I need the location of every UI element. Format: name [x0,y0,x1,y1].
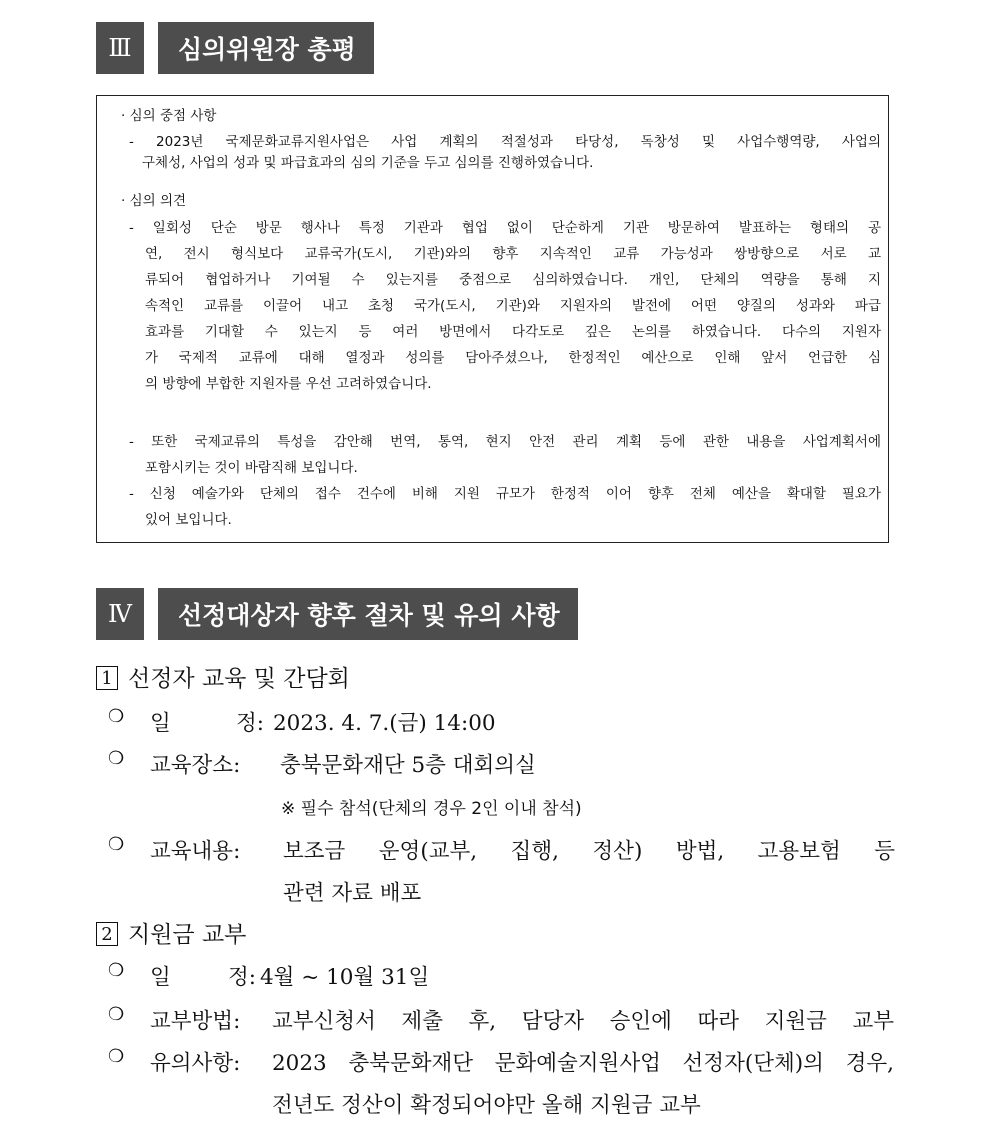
review-summary-box [96,95,889,543]
opinion-line: - 신청 예술가와 단체의 접수 건수에 비해 지원 규모가 한정적 이어 향후 전체 예산을 확대할 필요가 [129,486,881,502]
focus-item-line: - 2023년 국제문화교류지원사업은 사업 계획의 적절성과 타당성, 독창성 및 사업수행역량, 사업의 [129,134,881,150]
method-label: 교부방법: [150,1009,241,1034]
education-place-row [108,748,898,778]
mandatory-attendance-note: ※ 필수 참석(단체의 경우 2인 이내 참석) [281,799,582,819]
education-content-continued: 관련 자료 배포 [283,881,422,906]
circle-bullet-icon: ❍ [108,834,125,855]
focus-heading: · 심의 중점 사항 [121,108,217,124]
circle-bullet-icon: ❍ [108,960,125,981]
method-value: 교부신청서 제출 후, 담당자 승인에 따라 지원금 교부 [272,1009,894,1034]
circle-bullet-icon: ❍ [108,1004,125,1025]
education-content-row [108,834,898,864]
opinion-line: 류되어 협업하거나 기여될 수 있는지를 중점으로 심의하였습니다. 개인, 단체의 역량을 통해 지 [145,272,881,288]
subsection-2-number: 2 [96,922,118,946]
opinion-line: - 또한 국제교류의 특성을 감안해 번역, 통역, 현지 안전 관리 계획 등에 관한 내용을 사업계획서에 [129,434,881,450]
section-3-numeral: Ⅲ [96,22,144,74]
schedule-label: 일 정: [150,965,256,990]
subsection-2-title-row [96,916,246,949]
opinion-line: 속적인 교류를 이끌어 내고 초청 국가(도시, 기관)와 지원자의 발전에 어떤 양질의 성과와 파급 [145,298,881,314]
circle-bullet-icon: ❍ [108,748,125,769]
subsection-1-number: 1 [96,666,118,690]
opinion-line: 연, 전시 형식보다 교류국가(도시, 기관)와의 향후 지속적인 교류 가능성과 쌍방향으로 서로 교 [145,246,881,262]
section-4-numeral: Ⅳ [96,588,144,640]
opinion-line: 있어 보입니다. [145,512,232,528]
schedule-value: 2023. 4. 7.(금) 14:00 [273,711,496,736]
opinion-line: 의 방향에 부합한 지원자를 우선 고려하였습니다. [145,376,432,392]
education-schedule-row [108,706,898,736]
content-label: 교육내용: [150,839,241,864]
place-label: 교육장소: [150,753,241,778]
subsection-1-title-row [96,660,350,693]
schedule-label: 일 정: [150,711,264,736]
section-3-header [96,22,374,74]
subsection-2-title: 지원금 교부 [128,922,247,948]
place-value: 충북문화재단 5층 대회의실 [280,753,536,778]
section-4-header [96,588,578,640]
schedule-value: 4월 ~ 10월 31일 [260,965,430,990]
opinion-line: 포함시키는 것이 바람직해 보입니다. [145,460,358,476]
content-value-line: 보조금 운영(교부, 집행, 정산) 방법, 고용보험 등 [283,839,895,864]
grant-schedule-row [108,960,898,990]
subsection-1-title: 선정자 교육 및 간담회 [128,666,350,692]
focus-item-line: 구체성, 사업의 성과 및 파급효과의 심의 기준을 두고 심의를 진행하였습니다. [142,155,594,171]
section-4-title: 선정대상자 향후 절차 및 유의 사항 [158,588,578,640]
caution-value-line: 2023 충북문화재단 문화예술지원사업 선정자(단체)의 경우, [272,1051,894,1076]
opinion-heading: · 심의 의견 [121,193,187,209]
opinion-line: - 일회성 단순 방문 행사나 특정 기관과 협업 없이 단순하게 기관 방문하여 발표하는 형태의 공 [129,220,881,236]
caution-label: 유의사항: [150,1051,241,1076]
grant-method-row [108,1004,898,1034]
opinion-line: 효과를 기대할 수 있는지 등 여러 방면에서 다각도로 깊은 논의를 하였습니다. 다수의 지원자 [145,324,881,340]
grant-caution-continued: 전년도 정산이 확정되어야만 올해 지원금 교부 [272,1093,701,1118]
circle-bullet-icon: ❍ [108,1046,125,1067]
grant-caution-row [108,1046,898,1076]
circle-bullet-icon: ❍ [108,706,125,727]
section-3-title: 심의위원장 총평 [158,22,374,74]
opinion-line: 가 국제적 교류에 대해 열정과 성의를 담아주셨으나, 한정적인 예산으로 인해 앞서 언급한 심 [145,350,881,366]
